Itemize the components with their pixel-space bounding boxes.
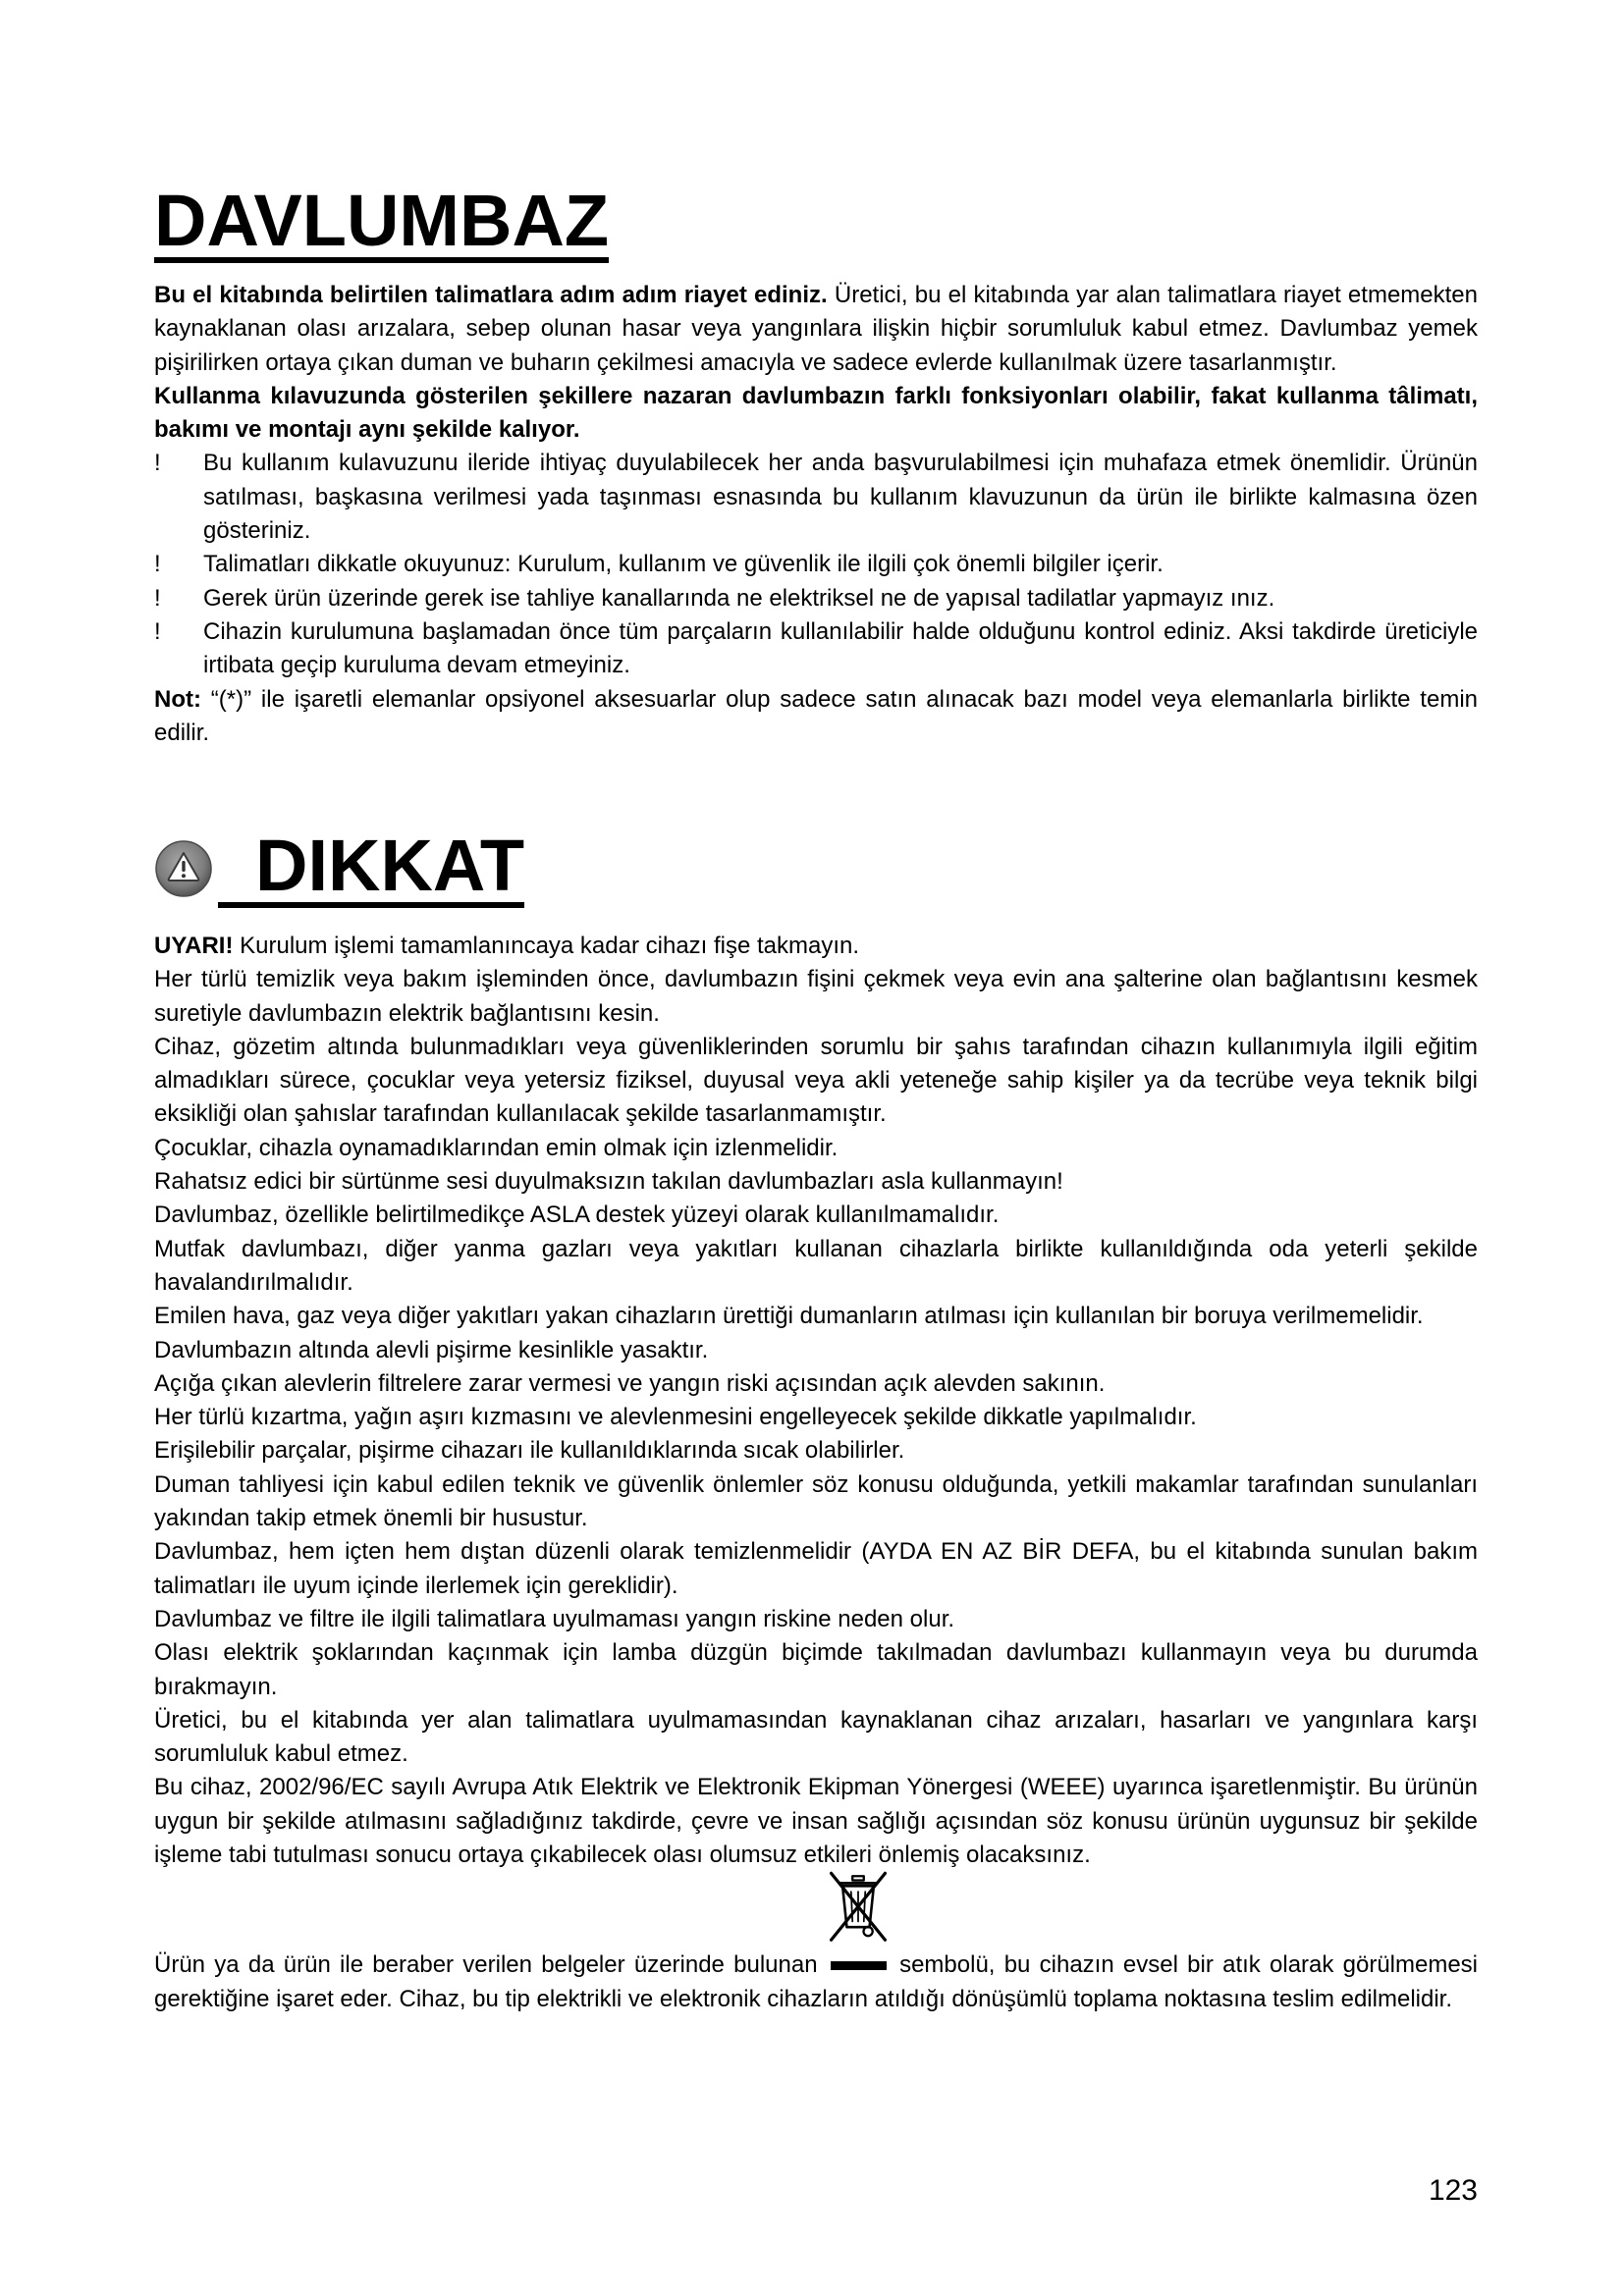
uyari-paragraph [154, 930, 1478, 963]
warning-paragraph: Her türlü temizlik veya bakım işleminden önce, davlumbazın fişini çekmek veya evin ana şalterine olan bağlantısını kesmek suretiyle davlumbazın elektrik bağlantısını kesin. [154, 966, 1478, 1027]
warning-paragraph: Her türlü kızartma, yağın aşırı kızmasını ve alevlenmesini engelleyecek şekilde dikkatle yapılmalıdır. [154, 1404, 1197, 1431]
list-item-text: Talimatları dikkatle okuyunuz: Kurulum, kullanım ve güvenlik ile ilgili çok önemli bilgiler içerir. [203, 551, 1164, 578]
list-item-text: Cihazin kurulumuna başlamadan önce tüm parçaların kullanılabilir halde olduğunu kontrol ediniz. Aksi takdirde üreticiyle irtibata geçip kuruluma devam etmeyiniz. [203, 617, 1478, 679]
warning-paragraph: Davlumbaz, hem içten hem dıştan düzenli olarak temizlenmelidir (AYDA EN AZ BİR DEFA, bu el kitabında sunulan bakım talimatları ile uyum içinde ilerlemek için gereklidir). [154, 1538, 1478, 1599]
warning-paragraph: Açığa çıkan alevlerin filtrelere zarar vermesi ve yangın riski açısından açık alevden sakının. [154, 1369, 1106, 1397]
list-item [154, 615, 1478, 683]
warning-paragraph: Rahatsız edici bir sürtünme sesi duyulmaksızın takılan davlumbazları asla kullanmayın! [154, 1168, 1063, 1196]
uyari-label: UYARI! [154, 933, 234, 959]
page-number: 123 [1428, 2174, 1478, 2207]
warning-paragraph: Çocuklar, cihazla oynamadıklarından emin olmak için izlenmelidir. [154, 1134, 839, 1161]
warning-paragraph: Davlumbaz, özellikle belirtilmedikçe ASLA destek yüzeyi olarak kullanılmamalıdır. [154, 1201, 1000, 1229]
list-item [154, 548, 1478, 581]
weee-paragraph [154, 1949, 1478, 2016]
warning-paragraph: Üretici, bu el kitabında yer alan talimatlara uyulmamasından kaynaklanan cihaz arızaları, hasarları ve yangınlara karşı sorumluluk kabul etmez. [154, 1706, 1478, 1768]
warning-paragraph: Emilen hava, gaz veya diğer yakıtları yakan cihazların ürettiği dumanların atılması için kullanılan bir boruya verilmemelidir. [154, 1303, 1424, 1330]
warning-paragraph: Duman tahliyesi için kabul edilen teknik ve güvenlik önlemler söz konusu olduğunda, yetkili makamlar tarafından sunulanları yakından takip etmek önemli bir husustur. [154, 1470, 1478, 1532]
note-label: Not: [154, 685, 201, 713]
weee-text-after: sembolü, bu cihazın evsel bir atık olarak görülmemesi gerektiğine işaret eder. Cihaz, bu tip elektrikli ve elektronik cihazların atıldığı dönüşümlü toplama noktasına teslim edilmelidir. [154, 1951, 1479, 2012]
crossed-bin-icon [824, 1869, 893, 1946]
uyari-text: Kurulum işlemi tamamlanıncaya kadar cihazı fişe takmayın. [240, 933, 860, 959]
list-item-text: Bu kullanım kulavuzunu ileride ihtiyaç duyulabilecek her anda başvurulabilmesi için muhafaza etmek önemlidir. Ürünün satılması, başkasına verilmesi yada taşınması esnasında bu kullanım klavuzunun da ürün ile birlikte kalmasına özen gösteriniz. [203, 450, 1478, 545]
intro-bold-sentence: Bu el kitabında belirtilen talimatlara adım adım riayet ediniz. [154, 282, 828, 308]
warning-section [154, 930, 1478, 2016]
weee-text-before: Ürün ya da ürün ile beraber verilen belgeler üzerinde bulunan [154, 1951, 818, 1979]
warning-paragraph: Erişilebilir parçalar, pişirme cihazarı ile kullanıldıklarında sıcak olabilirler. [154, 1437, 905, 1465]
warning-paragraph: Olası elektrik şoklarından kaçınmak için lamba düzgün biçimde takılmadan davlumbazı kullanmayın veya bu durumda bırakmayın. [154, 1639, 1478, 1700]
warning-paragraph: Davlumbaz ve filtre ile ilgili talimatlara uyulmaması yangın riskine neden olur. [154, 1605, 955, 1632]
note-text: “(*)” ile işaretli elemanlar opsiyonel aksesuarlar olup sadece satın alınacak bazı model veya elemanlarla birlikte temin edilir. [154, 685, 1478, 746]
warning-paragraph: Cihaz, gözetim altında bulunmadıkları veya güvenliklerinden sorumlu bir şahıs tarafından cihazın kullanımıyla ilgili eğitim almadıkları sürece, çocuklar veya yetersiz fiziksel, duyusal veya akli yeteneğe sahip kişiler ya da tecrübe veya teknik bilgi eksikliği olan şahıslar tarafından kullanılacak şekilde tasarlanmamıştır. [154, 1033, 1478, 1128]
weee-symbol [831, 1961, 887, 1970]
warning-paragraph: Davlumbazın altında alevli pişirme kesinlikle yasaktır. [154, 1336, 709, 1363]
warning-paragraph: Mutfak davlumbazı, diğer yanma gazları veya yakıtları kullanan cihazlarla birlikte kullanıldığında oda yeterli şekilde havalandırılmalıdır. [154, 1235, 1478, 1296]
exclamation-mark: ! [154, 551, 161, 578]
weee-bar [831, 1961, 887, 1970]
exclamation-mark: ! [154, 450, 161, 477]
warning-heading: DIKKAT [218, 829, 524, 908]
list-item [154, 582, 1478, 615]
warning-paragraph: Bu cihaz, 2002/96/EC sayılı Avrupa Atık Elektrik ve Elektronik Ekipman Yönergesi (WEEE) uyarınca işaretlenmiştir. Bu ürünün uygun bir şekilde atılmasını sağladığınız takdirde, çevre ve insan sağlığı açısından söz konusu ürünün uygunsuz bir şekilde işleme tabi tutulması sonucu ortaya çıkabilecek olası olumsuz etkileri önlemiş olacaksınız. [154, 1774, 1478, 1869]
exclamation-mark: ! [154, 617, 161, 645]
intro-paragraph-1 [154, 279, 1478, 380]
page-title: DAVLUMBAZ [154, 180, 610, 261]
warning-icon [154, 839, 213, 898]
list-item-text: Gerek ürün üzerinde gerek ise tahliye kanallarında ne elektriksel ne de yapısal tadilatlar yapmayız ınız. [203, 584, 1275, 612]
intro-paragraph-2: Kullanma kılavuzunda gösterilen şekillere nazaran davlumbazın farklı fonksiyonları olabilir, fakat kullanma tâlimatı, bakımı ve montajı aynı şekilde kalıyor. [154, 382, 1478, 444]
intro-text: Üretici, bu el kitabında yar alan talimatlara riayet etmemekten kaynaklanan olası arızalara, sebep olunan hasar veya yangınlara ilişkin hiçbir sorumluluk kabul etmez. Davlumbaz yemek pişirilirken ortaya çıkan duman ve buharın çekilmesi amacıyla ve sadece evlerde kullanılmak üzere tasarlanmıştır. [154, 282, 1478, 376]
note-paragraph [154, 683, 1478, 751]
intro-section [154, 279, 1478, 750]
list-item [154, 447, 1478, 548]
exclamation-mark: ! [154, 584, 161, 612]
